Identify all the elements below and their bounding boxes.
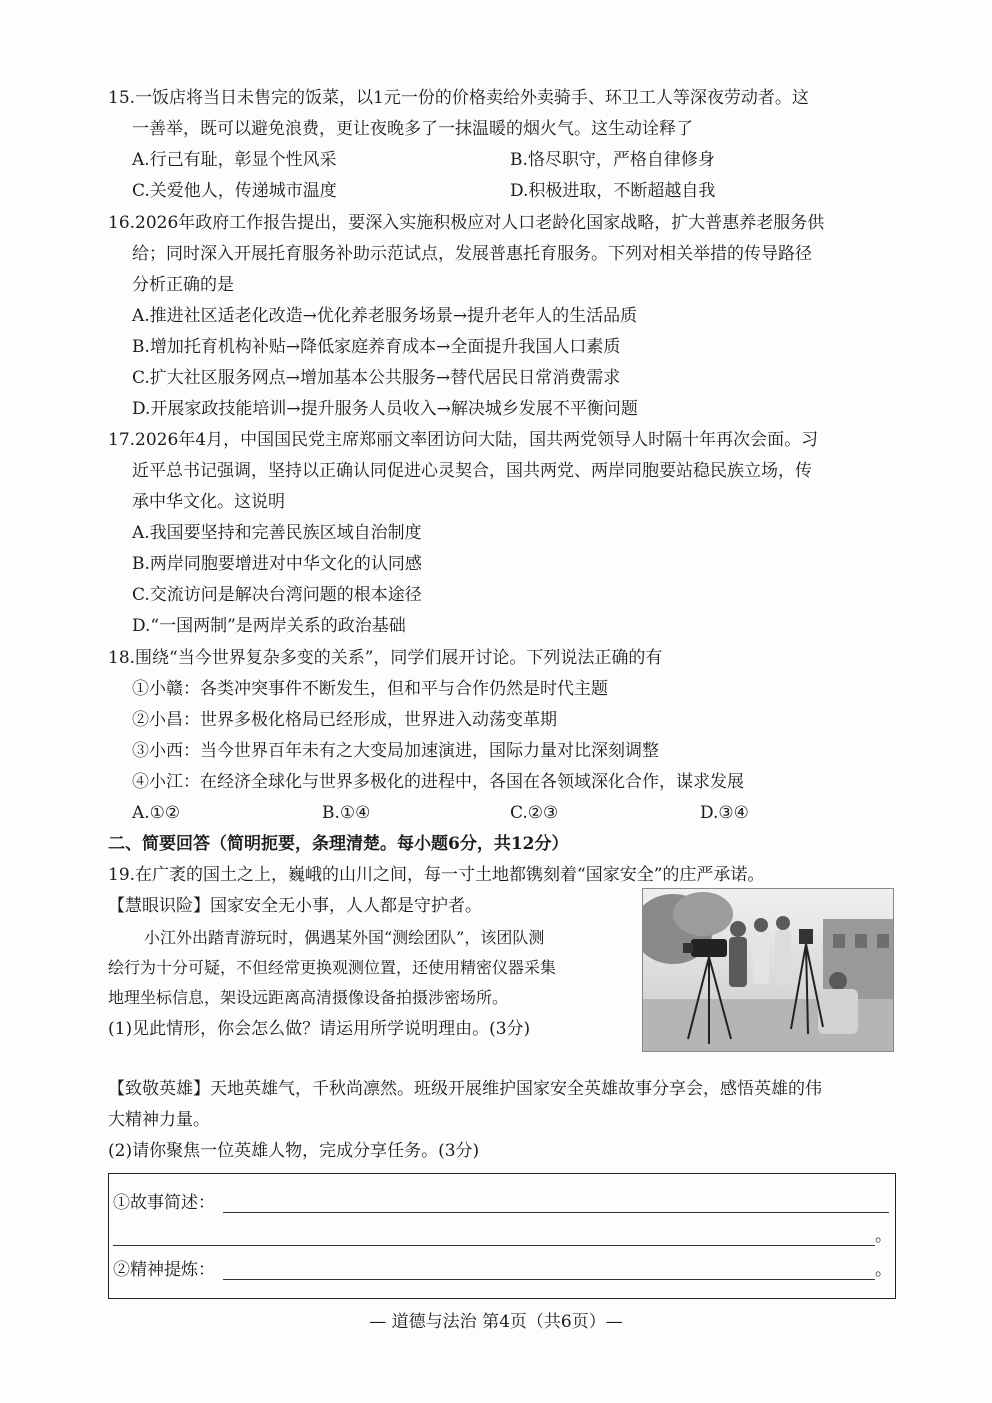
q15-option-c: C.关爱他人，传递城市温度 bbox=[132, 181, 337, 201]
story-summary-period: 。 bbox=[875, 1226, 892, 1246]
q18-option-d: D.③④ bbox=[700, 803, 749, 823]
q17-stem-line3: 承中华文化。这说明 bbox=[132, 492, 285, 512]
q17-option-c: C.交流访问是解决台湾问题的根本途径 bbox=[132, 585, 422, 605]
q18-statement-2: ②小昌：世界多极化格局已经形成，世界进入动荡变革期 bbox=[132, 710, 557, 730]
answer-box bbox=[108, 1173, 896, 1299]
q19-part1-text-line2: 绘行为十分可疑，不但经常更换观测位置，还使用精密仪器采集 bbox=[108, 958, 557, 977]
q19-part1-title: 【慧眼识险】国家安全无小事，人人都是守护者。 bbox=[108, 896, 482, 916]
spirit-summary-line[interactable] bbox=[223, 1279, 875, 1280]
q19-subquestion-2: (2)请你聚焦一位英雄人物，完成分享任务。(3分) bbox=[108, 1141, 480, 1161]
q17-stem-line1: 17.2026年4月，中国国民党主席郑丽文率团访问大陆，国共两党领导人时隔十年再次会面。习 bbox=[108, 430, 819, 450]
q17-option-a: A.我国要坚持和完善民族区域自治制度 bbox=[132, 523, 422, 543]
section-heading: 二、简要回答（简明扼要，条理清楚。每小题6分，共12分） bbox=[108, 834, 569, 854]
q15-option-d: D.积极进取，不断超越自我 bbox=[510, 181, 716, 201]
q18-stem: 18.围绕“当今世界复杂多变的关系”，同学们展开讨论。下列说法正确的有 bbox=[108, 648, 663, 668]
q18-statement-4: ④小江：在经济全球化与世界多极化的进程中，各国在各领域深化合作，谋求发展 bbox=[132, 772, 744, 792]
q16-stem-line1: 16.2026年政府工作报告提出，要深入实施积极应对人口老龄化国家战略，扩大普惠养老服务供 bbox=[108, 213, 825, 233]
q17-option-b: B.两岸同胞要增进对中华文化的认同感 bbox=[132, 554, 422, 574]
q15-stem-line2: 一善举，既可以避免浪费，更让夜晚多了一抹温暖的烟火气。这生动诠释了 bbox=[132, 119, 693, 139]
spirit-summary-label: ②精神提炼： bbox=[113, 1260, 215, 1280]
story-summary-label: ①故事简述： bbox=[113, 1193, 215, 1213]
q15-option-a: A.行己有耻，彰显个性风采 bbox=[132, 150, 337, 170]
q15-option-b: B.恪尽职守，严格自律修身 bbox=[510, 150, 715, 170]
page-footer: — 道德与法治 第4页（共6页）— bbox=[369, 1312, 623, 1332]
q18-option-b: B.①④ bbox=[322, 803, 371, 823]
spirit-summary-period: 。 bbox=[875, 1260, 892, 1280]
q19-part1-text-line1: 小江外出踏青游玩时，偶遇某外国“测绘团队”，该团队测 bbox=[144, 928, 545, 947]
q15-stem-line1: 15.一饭店将当日未售完的饭菜，以1元一份的价格卖给外卖骑手、环卫工人等深夜劳动者。这 bbox=[108, 88, 809, 108]
q18-option-c: C.②③ bbox=[510, 803, 559, 823]
q18-option-a: A.①② bbox=[132, 803, 181, 823]
q18-statement-3: ③小西：当今世界百年未有之大变局加速演进，国际力量对比深刻调整 bbox=[132, 741, 659, 761]
q17-option-d: D.“一国两制”是两岸关系的政治基础 bbox=[132, 616, 406, 636]
story-summary-line-1[interactable] bbox=[223, 1212, 889, 1213]
q16-option-a: A.推进社区适老化改造→优化养老服务场景→提升老年人的生活品质 bbox=[132, 306, 638, 326]
surveying-team-photo bbox=[642, 888, 894, 1052]
q16-option-c: C.扩大社区服务网点→增加基本公共服务→替代居民日常消费需求 bbox=[132, 368, 621, 388]
q18-statement-1: ①小赣：各类冲突事件不断发生，但和平与合作仍然是时代主题 bbox=[132, 679, 608, 699]
q16-stem-line3: 分析正确的是 bbox=[132, 275, 234, 295]
q19-subquestion-1: (1)见此情形，你会怎么做？请运用所学说明理由。(3分) bbox=[108, 1019, 531, 1039]
q19-intro: 19.在广袤的国土之上，巍峨的山川之间，每一寸土地都镌刻着“国家安全”的庄严承诺。 bbox=[108, 865, 765, 885]
q16-option-d: D.开展家政技能培训→提升服务人员收入→解决城乡发展不平衡问题 bbox=[132, 399, 638, 419]
q16-option-b: B.增加托育机构补贴→降低家庭养育成本→全面提升我国人口素质 bbox=[132, 337, 621, 357]
q19-part2-line2: 大精神力量。 bbox=[108, 1110, 210, 1130]
q16-stem-line2: 给；同时深入开展托育服务补助示范试点，发展普惠托育服务。下列对相关举措的传导路径 bbox=[132, 244, 812, 264]
q17-stem-line2: 近平总书记强调，坚持以正确认同促进心灵契合，国共两党、两岸同胞要站稳民族立场，传 bbox=[132, 461, 812, 481]
q19-part2-line1: 【致敬英雄】天地英雄气，千秋尚凛然。班级开展维护国家安全英雄故事分享会，感悟英雄的伟 bbox=[108, 1079, 822, 1099]
story-summary-line-2[interactable] bbox=[113, 1245, 875, 1246]
q19-part1-text-line3: 地理坐标信息，架设远距离高清摄像设备拍摄涉密场所。 bbox=[108, 988, 509, 1007]
